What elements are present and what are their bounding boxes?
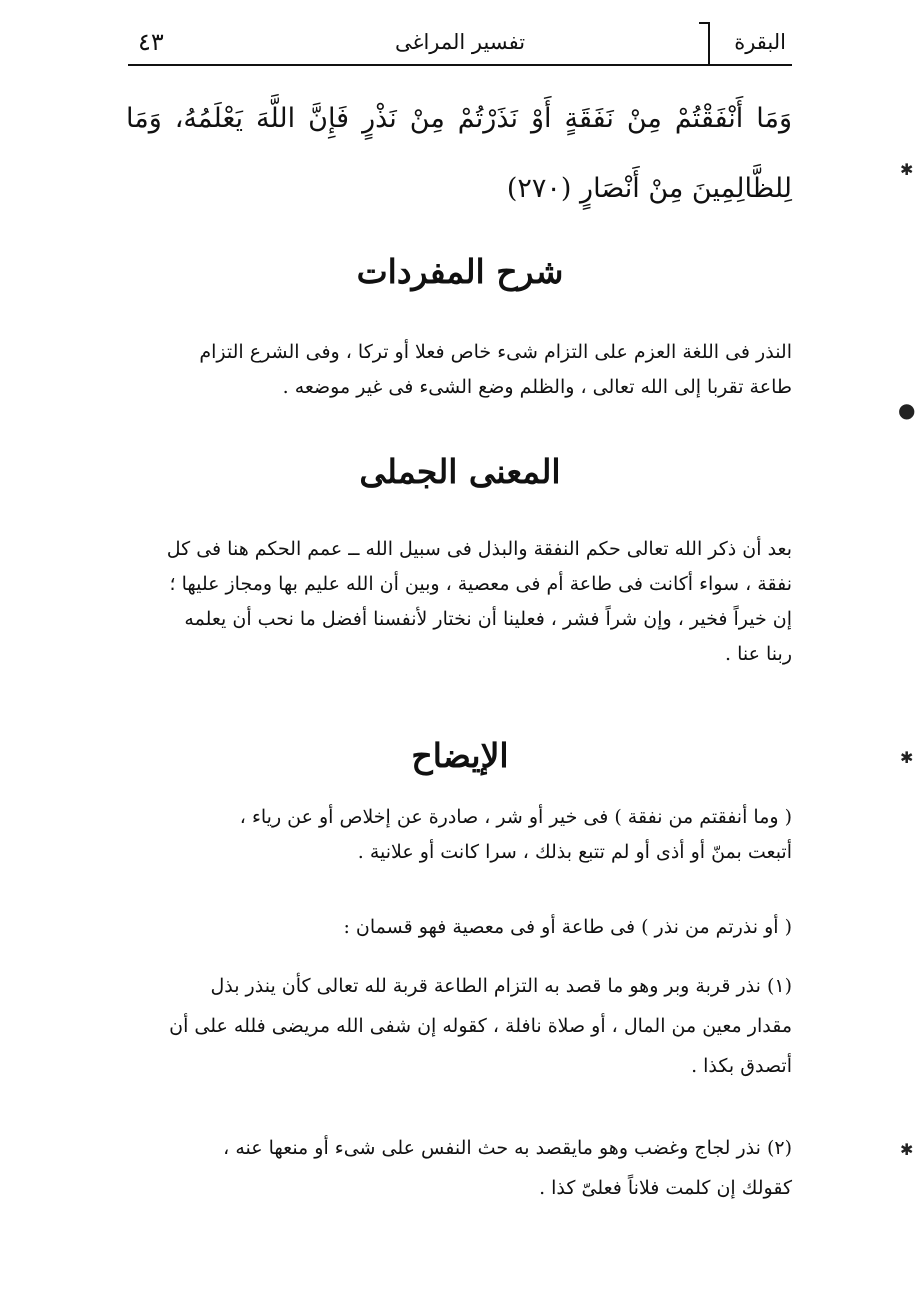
page-header [128,22,792,66]
meaning-line-4: ربنا عنا . [725,643,792,665]
explanation-paragraph-3 [128,966,792,1086]
header-rule [128,64,792,66]
heading-vocabulary: شرح المفردات [356,252,564,291]
scan-speck-icon: ✱ [900,1140,914,1159]
heading-general-meaning: المعنى الجملى [359,452,561,491]
expl-p1-line-1: ( وما أنفقتم من نفقة ) فى خير أو شر ، صادرة عن إخلاص أو عن رياء ، [239,806,792,828]
expl-p4-line-1: (٢) نذر لجاج وغضب وهو مايقصد به حث النفس على شىء أو منعها عنه ، [223,1137,792,1159]
scan-blot-icon: ● [898,398,916,422]
page-number: ٤٣ [138,28,164,56]
expl-p3-line-1: (١) نذر قربة وبر وهو ما قصد به التزام الطاعة قربة لله تعالى كأن ينذر بذل [210,975,792,997]
explanation-paragraph-1 [128,800,792,870]
expl-p3-line-2: مقدار معين من المال ، أو صلاة نافلة ، كقوله إن شفى الله مريضى فلله على أن [169,1015,792,1037]
expl-p4-line-2: كقولك إن كلمت فلاناً فعلىّ كذا . [539,1177,792,1199]
meaning-line-2: نفقة ، سواء أكانت فى طاعة أم فى معصية ، وبين أن الله عليم بها ومجاز عليها ؛ [169,573,792,595]
meaning-line-3: إن خيراً فخير ، وإن شراً فشر ، فعلينا أن نختار لأنفسنا أفضل ما نحب أن يعلمه [184,608,792,630]
vocab-line-1: النذر فى اللغة العزم على التزام شىء خاص فعلا أو تركا ، وفى الشرع التزام [199,341,792,363]
expl-p2-line: ( أو نذرتم من نذر ) فى طاعة أو فى معصية فهو قسمان : [343,916,792,938]
vocab-paragraph [128,335,792,405]
meaning-line-1: بعد أن ذكر الله تعالى حكم النفقة والبذل فى سبيل الله ــ عمم الحكم هنا فى كل [166,538,792,560]
surah-name: البقرة [734,30,786,54]
expl-p3-line-3: أتصدق بكذا . [691,1055,792,1077]
explanation-paragraph-2 [128,910,792,945]
heading-explanation: الإيضاح [411,736,509,775]
explanation-paragraph-4 [128,1128,792,1208]
quran-verse: وَمَا أَنْفَقْتُمْ مِنْ نَفَقَةٍ أَوْ نَذَرْتُمْ مِنْ نَذْرٍ فَإِنَّ اللَّهَ يَعْلَمُهُ، وَمَا لِلظَّالِمِينَ مِنْ أَنْصَارٍ (٢٧٠) [126,103,792,204]
scan-speck-icon: ✱ [900,748,914,767]
scan-speck-icon: ✱ [900,160,914,179]
book-title: تفسير المراغى [394,30,526,54]
expl-p1-line-2: أتبعت بمنّ أو أذى أو لم تتبع بذلك ، سرا كانت أو علانية . [357,841,792,863]
meaning-paragraph [128,532,792,672]
vocab-line-2: طاعة تقربا إلى الله تعالى ، والظلم وضع الشىء فى غير موضعه . [282,376,792,398]
